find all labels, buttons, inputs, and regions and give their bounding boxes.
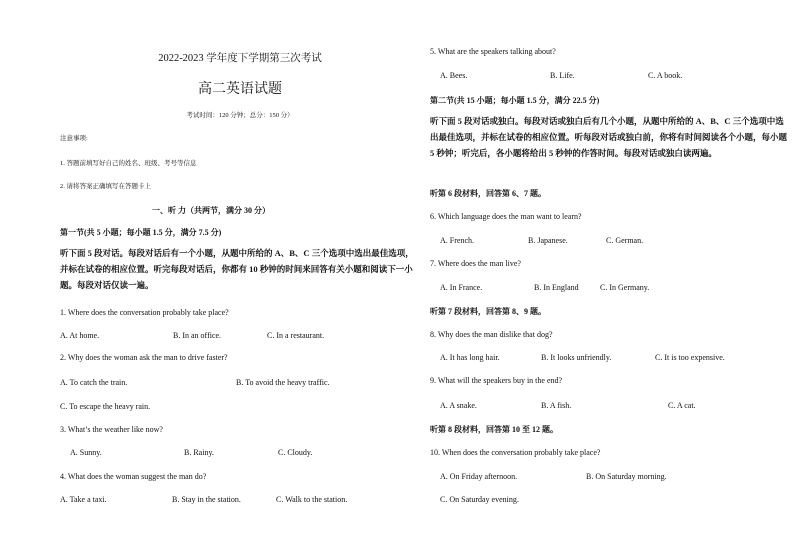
q4-option-c: C. Walk to the station. [276, 495, 348, 504]
exam-title: 2022-2023 学年度下学期第三次考试 [158, 53, 322, 64]
question-5: 5. What are the speakers talking about? [430, 47, 556, 56]
q7-option-c: C. In Germany. [600, 283, 650, 292]
q9-option-c: C. A cat. [668, 401, 696, 410]
q8-option-a: A. It has long hair. [440, 353, 500, 362]
question-1: 1. Where does the conversation probably take place? [60, 308, 229, 317]
section1-instructions: 听下面 5 段对话。每段对话后有一个小题，从题中所给的 A、B、C 三个选项中选出最佳选项，并标在试卷的相应位置。听完每段对话后，你都有 10 秒钟的时间来回答有关小题和阅读下一小题。每段对话仅读一遍。 [60, 248, 414, 290]
question-7: 7. Where does the man live? [430, 259, 521, 268]
question-10: 10. When does the conversation probably take place? [430, 448, 601, 457]
q1-option-a: A. At home. [60, 331, 100, 340]
q5-option-a: A. Bees. [440, 71, 468, 80]
q3-option-a: A. Sunny. [70, 448, 102, 457]
question-6: 6. Which language does the man want to learn? [430, 212, 582, 221]
q9-option-a: A. A snake. [440, 401, 477, 410]
notes-heading: 注意事项: [60, 135, 88, 142]
notes-item-2: 2. 请将答案正确填写在答题卡上 [60, 183, 151, 190]
question-9: 9. What will the speakers buy in the end? [430, 376, 563, 385]
section2-instructions: 听下面 5 段对话或独白。每段对话或独白后有几个小题，从题中所给的 A、B、C 三个选项中选出最佳选项，并标在试卷的相应位置。听每段对话或独白前，你将有时间阅读各个小题，每小题 5 秒钟；听完后，各小题将给出 5 秒钟的作答时间。每段对话或独白读两遍。 [430, 116, 788, 158]
question-3: 3. What’s the weather like now? [60, 425, 163, 434]
section1-title: 第一节(共 5 小题；每小题 1.5 分，满分 7.5 分) [60, 228, 222, 237]
question-8: 8. Why does the man dislike that dog? [430, 330, 553, 339]
q6-option-c: C. German. [606, 236, 644, 245]
q4-option-b: B. Stay in the station. [172, 495, 241, 504]
q10-option-a: A. On Friday afternoon. [440, 472, 518, 481]
q5-option-b: B. Life. [550, 71, 575, 80]
q1-option-c: C. In a restaurant. [267, 331, 325, 340]
q9-option-b: B. A fish. [541, 401, 572, 410]
material8-heading: 听第 8 段材料，回答第 10 至 12 题。 [430, 425, 558, 434]
q2-option-c: C. To escape the heavy rain. [60, 402, 151, 411]
q1-option-b: B. In an office. [173, 331, 222, 340]
q8-option-c: C. It is too expensive. [655, 353, 725, 362]
q5-option-c: C. A book. [648, 71, 683, 80]
q7-option-b: B. In England [534, 283, 579, 292]
section2-title: 第二节(共 15 小题；每小题 1.5 分，满分 22.5 分) [430, 96, 600, 105]
q6-option-a: A. French. [440, 236, 474, 245]
notes-item-1: 1. 答题前填写好自己的姓名、班级、考号等信息 [60, 160, 197, 167]
q3-option-b: B. Rainy. [184, 448, 214, 457]
q8-option-b: B. It looks unfriendly. [541, 353, 612, 362]
q2-option-a: A. To catch the train. [60, 378, 128, 387]
exam-info: 考试时间：120 分钟；总分：150 分） [186, 112, 294, 119]
q10-option-b: B. On Saturday morning. [586, 472, 667, 481]
q2-option-b: B. To avoid the heavy traffic. [236, 378, 330, 387]
q10-option-c: C. On Saturday evening. [440, 495, 519, 504]
material6-heading: 听第 6 段材料，回答第 6、7 题。 [430, 189, 546, 198]
q7-option-a: A. In France. [440, 283, 483, 292]
part1-title: 一、听 力（共两节，满分 30 分） [152, 206, 270, 215]
question-2: 2. Why does the woman ask the man to drive faster? [60, 353, 228, 362]
q6-option-b: B. Japanese. [528, 236, 568, 245]
q4-option-a: A. Take a taxi. [60, 495, 107, 504]
question-4: 4. What does the woman suggest the man do? [60, 472, 207, 481]
q3-option-c: C. Cloudy. [278, 448, 313, 457]
subject-title: 高二英语试题 [198, 82, 282, 97]
material7-heading: 听第 7 段材料，回答第 8、9 题。 [430, 307, 546, 316]
